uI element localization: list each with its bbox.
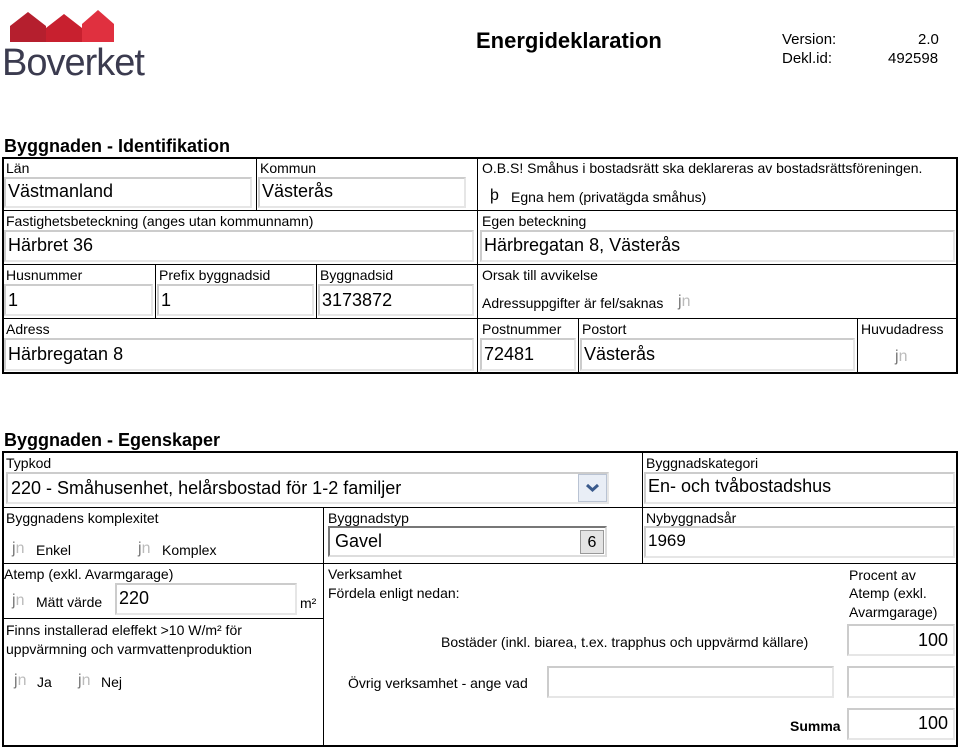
komplex-label: Komplex [162,542,217,558]
procent-label-line1: Procent av [849,567,916,583]
nej-label: Nej [101,674,123,690]
byggnadstyp-dropdown-button[interactable] [580,530,604,554]
divider [316,264,317,318]
orsak-checkbox[interactable]: jn [678,293,691,310]
dekl-id-value: 492598 [888,50,939,67]
komplexitet-label: Byggnadens komplexitet [6,510,159,526]
fastighet-label: Fastighetsbeteckning (anges utan kommunnamn) [6,213,314,229]
divider [3,507,957,508]
lan-value: Västmanland [8,181,114,201]
byggnadstyp-value: Gavel [335,531,383,551]
procent-label-line3: Avarmgarage) [849,604,938,620]
fordela-label: Fördela enligt nedan: [328,585,460,601]
adress-label: Adress [6,321,50,337]
egen-beteckning-label: Egen beteckning [482,213,587,229]
nej-radio[interactable]: jn [78,672,91,689]
divider [3,563,957,564]
husnummer-label: Husnummer [6,267,83,283]
divider [3,618,323,619]
nybyggnadsar-value: 1969 [648,531,686,550]
verksamhet-label: Verksamhet [328,566,402,582]
divider [477,157,478,373]
bostader-value: 100 [918,630,949,650]
divider [3,318,957,319]
divider [578,318,579,373]
huvudadress-checkbox[interactable]: jn [895,348,908,365]
nybyggnadsar-label: Nybyggnadsår [646,510,737,526]
postort-value: Västerås [584,344,656,364]
matt-unit: m² [300,595,317,611]
dekl-id-label: Dekl.id: [782,50,833,67]
chevron-down-icon [579,475,606,501]
ovrig-field[interactable] [547,666,834,698]
kommun-value: Västerås [262,181,334,201]
ja-label: Ja [37,674,52,690]
summa-label: Summa [790,718,841,734]
enkel-radio[interactable]: jn [12,540,25,557]
enkel-label: Enkel [36,542,72,558]
kategori-label: Byggnadskategori [646,455,759,471]
postnummer-label: Postnummer [482,321,562,337]
ovrig-label: Övrig verksamhet - ange vad [348,675,528,691]
lan-label: Län [6,160,30,176]
divider [3,210,957,211]
logo-text: Boverket [2,42,144,84]
bostader-label: Bostäder (inkl. biarea, t.ex. trapphus och uppvärmd källare) [441,634,809,650]
summa-value: 100 [918,713,949,733]
ovrig-percent-field[interactable] [847,666,955,698]
orsak-label: Orsak till avvikelse [482,267,598,283]
matt-radio[interactable]: jn [12,592,25,609]
husnummer-value: 1 [8,290,19,310]
divider [3,264,957,265]
byggnadstyp-label: Byggnadstyp [328,510,409,526]
section-title-identifikation: Byggnaden - Identifikation [4,136,231,156]
egen-beteckning-value: Härbregatan 8, Västerås [484,235,681,255]
divider [323,507,324,746]
ja-radio[interactable]: jn [14,672,27,689]
eleffekt-label-line1: Finns installerad eleffekt >10 W/m² för [6,622,242,638]
eleffekt-label-line2: uppvärmning och varmvattenproduktion [6,641,252,657]
postnummer-value: 72481 [484,344,535,364]
version-label: Version: [782,31,837,48]
kommun-label: Kommun [260,160,317,176]
matt-value: 220 [119,588,150,608]
komplex-radio[interactable]: jn [138,540,151,557]
adress-value: Härbregatan 8 [8,344,124,364]
house-roof-icon [6,4,118,44]
divider [857,318,858,373]
typkod-dropdown-button[interactable] [578,474,607,502]
prefix-label: Prefix byggnadsid [159,267,271,283]
nybyggnadsar-field[interactable] [644,526,955,558]
postort-label: Postort [582,321,627,337]
version-value: 2.0 [918,31,939,48]
egna-hem-checkbox[interactable]: þ [490,187,499,204]
procent-label-line2: Atemp (exkl. [849,585,927,601]
typkod-label: Typkod [6,455,52,471]
divider [155,264,156,318]
kategori-value: En- och tvåbostadshus [648,476,832,496]
atemp-label: Atemp (exkl. Avarmgarage) [4,566,174,582]
huvudadress-label: Huvudadress [861,321,944,337]
boverket-logo [0,0,155,85]
obs-notice: O.B.S! Småhus i bostadsrätt ska deklareras av bostadsrättsföreningen. [482,160,923,176]
husnummer-field[interactable] [4,284,153,316]
byggnadsid-value: 3173872 [322,290,393,310]
typkod-value: 220 - Småhusenhet, helårsbostad för 1-2 familjer [11,478,402,498]
section-title-egenskaper: Byggnaden - Egenskaper [4,430,221,450]
dropdown-arrow-icon: 6 [587,534,597,551]
matt-label: Mätt värde [36,594,103,610]
prefix-value: 1 [161,290,172,310]
orsak-text: Adressuppgifter är fel/saknas [482,295,664,311]
egna-hem-label: Egna hem (privatägda småhus) [511,189,707,205]
divider [256,157,257,210]
fastighet-value: Härbret 36 [8,235,94,255]
prefix-field[interactable] [157,284,314,316]
byggnadsid-label: Byggnadsid [320,267,394,283]
page-title: Energideklaration [476,28,662,53]
